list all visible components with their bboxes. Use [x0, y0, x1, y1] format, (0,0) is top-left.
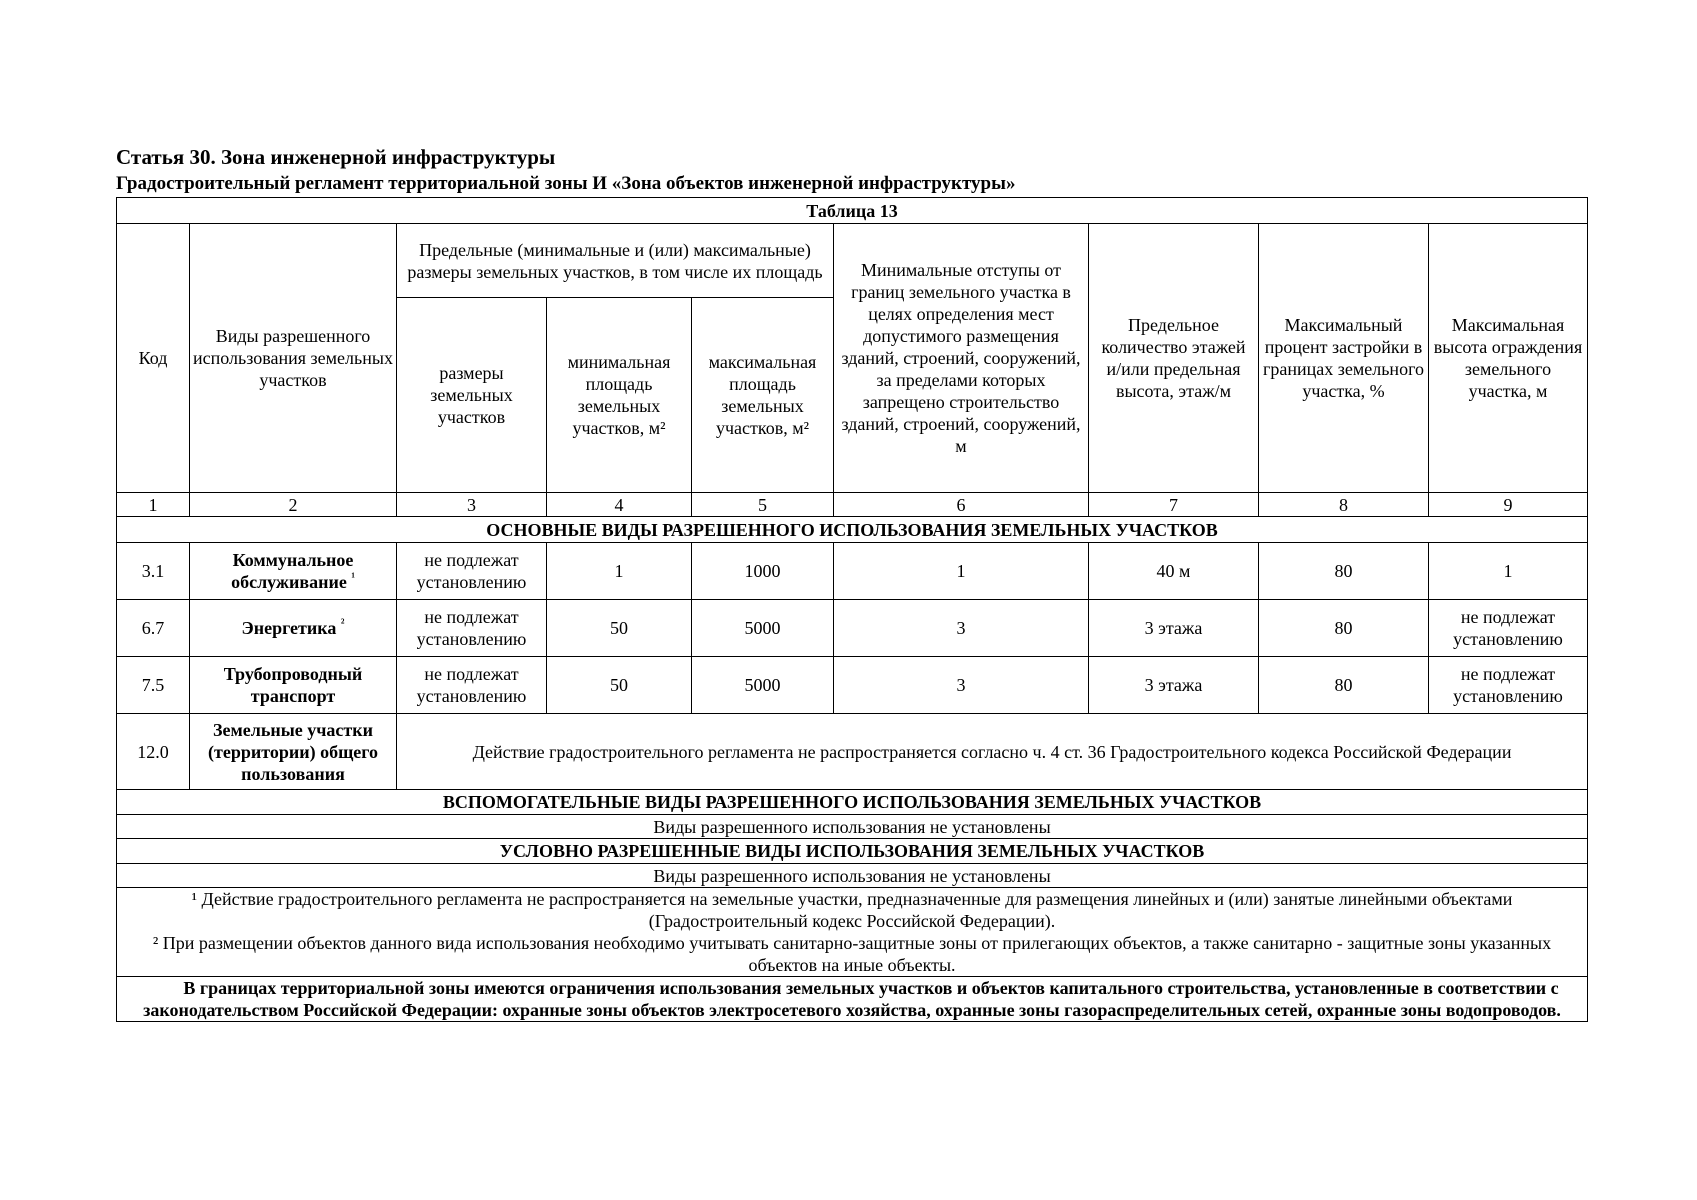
header-sizes: размеры земельных участков: [397, 298, 547, 493]
header-floors: Предельное количество этажей и/или предельная высота, этаж/м: [1089, 224, 1259, 493]
row-name: Трубопроводный транспорт: [223, 664, 363, 706]
row-coverage: 80: [1259, 657, 1429, 714]
row-fence: не подлежат установлению: [1429, 600, 1588, 657]
row-sizes: не подлежат установлению: [397, 600, 547, 657]
row-setback: 3: [834, 600, 1089, 657]
row-coverage: 80: [1259, 543, 1429, 600]
column-number: 9: [1429, 493, 1588, 517]
row-code: 3.1: [117, 543, 190, 600]
row-name: Земельные участки (территории) общего пользования: [190, 714, 397, 790]
footnote-mark: ²: [340, 616, 345, 630]
notes-row: [117, 888, 1588, 977]
header-coverage: Максимальный процент застройки в границах земельного участка, %: [1259, 224, 1429, 493]
row-max-area: 5000: [692, 600, 834, 657]
header-limit-sizes: Предельные (минимальные и (или) максимальные) размеры земельных участков, в том числе их площадь: [397, 224, 834, 298]
row-min-area: 1: [547, 543, 692, 600]
row-name-cell: [190, 543, 397, 600]
header-min-area: минимальная площадь земельных участков, м²: [547, 298, 692, 493]
row-fence: 1: [1429, 543, 1588, 600]
table-label-row: [117, 198, 1588, 224]
restrictions-text: В границах территориальной зоны имеются ограничения использования земельных участков и объектов капитального строительства, установленные в соответствии с законодательством Российской Федерации: охранные зоны объектов электросетевого хозяйства, охранные зоны газораспределительных сетей, охранные зоны водопроводов.: [117, 977, 1588, 1022]
section-cond-row: [117, 839, 1588, 864]
cond-text: Виды разрешенного использования не установлены: [117, 864, 1588, 888]
header-use-types: Виды разрешенного использования земельных участков: [190, 224, 397, 493]
footnote-2: ² При размещении объектов данного вида использования необходимо учитывать санитарно-защитные зоны от прилегающих объектов, а также санитарно - защитные зоны указанных объектов на иные объекты.: [152, 933, 1552, 975]
row-name-cell: [190, 657, 397, 714]
row-code: 12.0: [117, 714, 190, 790]
section-aux-row: [117, 790, 1588, 815]
row-min-area: 50: [547, 657, 692, 714]
section-main-row: [117, 517, 1588, 543]
header-max-area: максимальная площадь земельных участков, м²: [692, 298, 834, 493]
section-cond-heading: УСЛОВНО РАЗРЕШЕННЫЕ ВИДЫ ИСПОЛЬЗОВАНИЯ ЗЕМЕЛЬНЫХ УЧАСТКОВ: [117, 839, 1588, 864]
row-sizes: не подлежат установлению: [397, 543, 547, 600]
page-subtitle: Градостроительный регламент территориальной зоны И «Зона объектов инженерной инфраструктуры»: [116, 173, 1016, 194]
row-min-area: 50: [547, 600, 692, 657]
footnote-mark: ¹: [351, 570, 355, 584]
row-fence: не подлежат установлению: [1429, 657, 1588, 714]
row-floors: 3 этажа: [1089, 600, 1259, 657]
header-code: Код: [117, 224, 190, 493]
section-main-heading: ОСНОВНЫЕ ВИДЫ РАЗРЕШЕННОГО ИСПОЛЬЗОВАНИЯ ЗЕМЕЛЬНЫХ УЧАСТКОВ: [117, 517, 1588, 543]
column-number-row: [117, 493, 1588, 517]
table-row-public: [117, 714, 1588, 790]
row-floors: 40 м: [1089, 543, 1259, 600]
row-max-area: 1000: [692, 543, 834, 600]
header-fence: Максимальная высота ограждения земельного участка, м: [1429, 224, 1588, 493]
table-label: Таблица 13: [117, 198, 1588, 224]
row-name-cell: [190, 600, 397, 657]
regulation-table: [116, 197, 1588, 1022]
row-code: 6.7: [117, 600, 190, 657]
aux-text-row: [117, 815, 1588, 839]
table-row: [117, 543, 1588, 600]
column-number: 4: [547, 493, 692, 517]
column-number: 6: [834, 493, 1089, 517]
page-title: Статья 30. Зона инженерной инфраструктуры: [116, 145, 556, 169]
row-setback: 1: [834, 543, 1089, 600]
footnote-1: ¹ Действие градостроительного регламента не распространяется на земельные участки, предназначенные для размещения линейных и (или) занятые линейными объектами (Градостроительный кодекс Российской Федерации).: [191, 889, 1513, 931]
column-number: 1: [117, 493, 190, 517]
header-row-1: [117, 224, 1588, 298]
row-code: 7.5: [117, 657, 190, 714]
column-number: 3: [397, 493, 547, 517]
row-public-text: Действие градостроительного регламента не распространяется согласно ч. 4 ст. 36 Градостроительного кодекса Российской Федерации: [397, 714, 1588, 790]
section-aux-heading: ВСПОМОГАТЕЛЬНЫЕ ВИДЫ РАЗРЕШЕННОГО ИСПОЛЬЗОВАНИЯ ЗЕМЕЛЬНЫХ УЧАСТКОВ: [117, 790, 1588, 815]
column-number: 5: [692, 493, 834, 517]
column-number: 8: [1259, 493, 1429, 517]
row-setback: 3: [834, 657, 1089, 714]
aux-text: Виды разрешенного использования не установлены: [117, 815, 1588, 839]
footnotes: [117, 888, 1588, 977]
cond-text-row: [117, 864, 1588, 888]
row-floors: 3 этажа: [1089, 657, 1259, 714]
table-row: [117, 657, 1588, 714]
column-number: 2: [190, 493, 397, 517]
row-coverage: 80: [1259, 600, 1429, 657]
column-number: 7: [1089, 493, 1259, 517]
table-row: [117, 600, 1588, 657]
row-sizes: не подлежат установлению: [397, 657, 547, 714]
row-max-area: 5000: [692, 657, 834, 714]
header-setbacks: Минимальные отступы от границ земельного участка в целях определения мест допустимого размещения зданий, строений, сооружений, за пределами которых запрещено строительство зданий, строений, сооружений, м: [834, 224, 1089, 493]
restrictions-row: [117, 977, 1588, 1022]
row-name: Энергетика: [241, 618, 337, 638]
row-name: Коммунальное обслуживание: [231, 550, 354, 592]
